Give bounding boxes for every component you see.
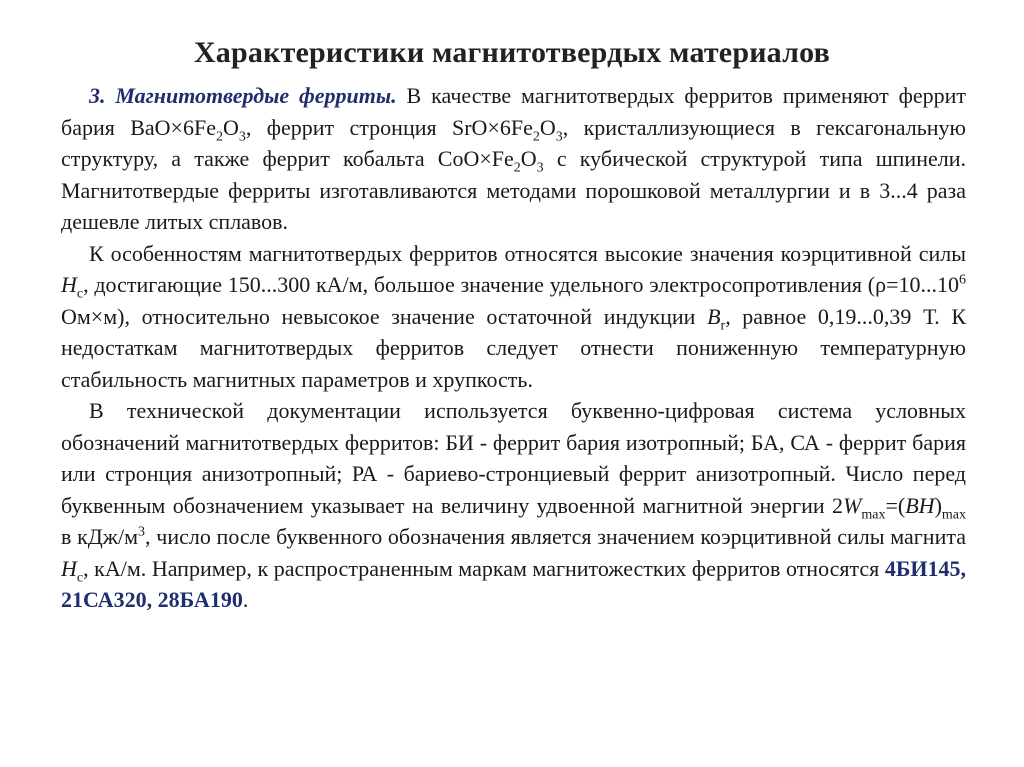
subscript: 2 [532, 128, 540, 144]
subscript: 2 [513, 160, 521, 176]
ferrite-grades: 4БИ145, 21СА320, 28БА190 [61, 555, 966, 612]
subscript: 3 [536, 160, 544, 176]
subscript: r [720, 317, 726, 333]
text: , достигающие 150...300 кА/м, большое значение удельного электросопротивления (ρ=10...10 [83, 272, 959, 297]
text: , феррит стронция SrO×6Fe [245, 114, 533, 140]
superscript: 3 [138, 524, 146, 540]
text: O [539, 114, 556, 140]
text: в кДж/м [61, 524, 139, 549]
text: ) [934, 492, 942, 518]
text: В технической документации используется буквенно-цифровая система условных обозначений магнитотвердых ферритов: БИ - феррит бария изотропный; БА, СА - феррит бария или стронция анизотропный; РА - бариево-стронциевый феррит анизотропный. Число перед буквенным обозначением указывает на величину удвоенной магнитной энергии 2 [61, 398, 966, 518]
text: , число после буквенного обозначения является значением коэрцитивной силы магнита [145, 524, 966, 549]
slide-body [61, 80, 966, 616]
symbol-bh: BH [905, 492, 935, 518]
paragraph-ferrite-properties [61, 238, 966, 396]
subscript: c [76, 286, 84, 302]
text: Ом×м), относительно невысокое значение остаточной индукции [61, 303, 708, 329]
subscript: max [941, 506, 966, 522]
subscript: 3 [555, 128, 563, 144]
text: , кА/м. Например, к распространенным маркам магнитожестких ферритов относятся [83, 555, 885, 581]
subscript: c [76, 569, 84, 585]
subscript: 3 [238, 128, 246, 144]
superscript: 6 [959, 272, 966, 288]
text: =( [885, 492, 906, 518]
paragraph-designations [61, 395, 966, 616]
text: с кубической структурой типа шпинели. Магнитотвердые ферриты изготавливаются методами порошковой металлургии и в 3...4 раза дешевле литых сплавов. [61, 146, 966, 234]
symbol-h: H [61, 272, 77, 297]
text: . [242, 587, 249, 612]
text: O [222, 114, 239, 140]
symbol-w: W [843, 492, 862, 518]
symbol-b: B [707, 303, 721, 329]
symbol-h: H [61, 555, 77, 581]
subscript: max [861, 506, 886, 522]
text: В качестве магнитотвердых ферритов применяют феррит бария BaO×6Fe [61, 83, 966, 140]
subscript: 2 [215, 128, 223, 144]
text: , кристаллизующиеся в гексагональную структуру, а также феррит кобальта CoO×Fe [61, 114, 966, 171]
text: К особенностям магнитотвердых ферритов относятся высокие значения коэрцитивной силы [89, 240, 966, 266]
text: , равное 0,19...0,39 Т. К недостаткам магнитотвердых ферритов следует отнести пониженную температурную стабильность магнитных параметров и хрупкость. [61, 303, 967, 392]
text: O [520, 146, 537, 171]
paragraph-ferrites-intro [61, 80, 966, 238]
slide-title: Характеристики магнитотвердых материалов [193, 36, 831, 69]
section-heading: 3. Магнитотвердые ферриты. [89, 83, 397, 108]
